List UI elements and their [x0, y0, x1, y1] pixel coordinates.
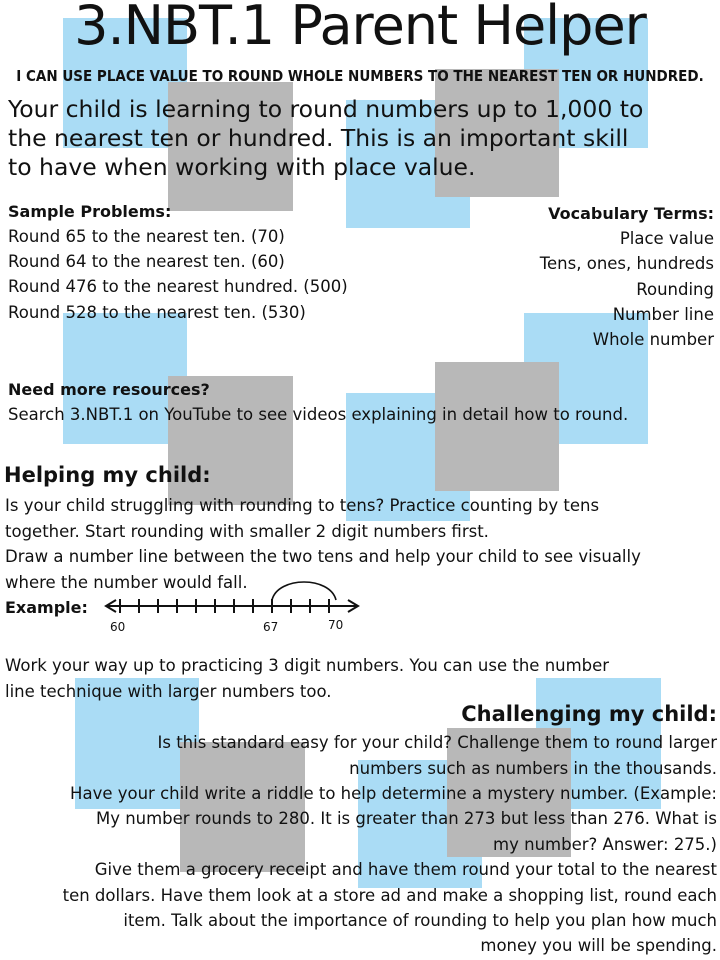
helping-line: Is your child struggling with rounding to tens? Practice counting by tens: [5, 496, 600, 515]
number-line-end-label: 70: [328, 618, 344, 632]
number-line-mid-label: 67: [263, 620, 279, 634]
challenging-line: Is this standard easy for your child? Challenge them to round larger: [157, 733, 717, 752]
helping-line: together. Start rounding with smaller 2 digit numbers first.: [5, 522, 489, 541]
challenging-line: ten dollars. Have them look at a store ad and make a shopping list, round each: [62, 886, 717, 905]
sample-problems-heading: Sample Problems:: [8, 202, 172, 221]
page-subtitle: I CAN USE PLACE VALUE TO ROUND WHOLE NUMBERS TO THE NEAREST TEN OR HUNDRED.: [16, 67, 704, 85]
vocabulary-item: Rounding: [636, 280, 714, 299]
helping-after-line: line technique with larger numbers too.: [5, 682, 332, 701]
vocabulary-item: Number line: [612, 305, 714, 324]
challenging-line: My number rounds to 280. It is greater than 273 but less than 276. What is: [95, 809, 717, 828]
challenging-heading: Challenging my child:: [461, 702, 717, 726]
vocabulary-item: Whole number: [592, 330, 714, 349]
jump-arc: [272, 582, 336, 600]
resources-heading: Need more resources?: [8, 380, 210, 399]
page-title: 3.NBT.1 Parent Helper: [74, 0, 646, 57]
example-label: Example:: [5, 598, 88, 617]
intro-line: the nearest ten or hundred. This is an important skill: [8, 124, 629, 152]
sample-problem-item: Round 528 to the nearest ten. (530): [8, 303, 306, 322]
helping-heading: Helping my child:: [4, 463, 211, 487]
challenging-line: numbers such as numbers in the thousands.: [349, 759, 717, 778]
vocabulary-heading: Vocabulary Terms:: [548, 204, 714, 223]
vocabulary-item: Tens, ones, hundreds: [539, 254, 714, 273]
challenging-line: my number? Answer: 275.): [493, 835, 717, 854]
challenging-line: item. Talk about the importance of rounding to help you plan how much: [123, 911, 717, 930]
number-line-start-label: 60: [110, 620, 126, 634]
challenging-line: money you will be spending.: [480, 936, 717, 955]
intro-line: to have when working with place value.: [8, 153, 476, 181]
sample-problem-item: Round 65 to the nearest ten. (70): [8, 227, 285, 246]
challenging-line: Have your child write a riddle to help determine a mystery number. (Example:: [70, 784, 717, 803]
intro-line: Your child is learning to round numbers up to 1,000 to: [8, 95, 644, 123]
helping-line: Draw a number line between the two tens and help your child to see visually: [5, 547, 641, 566]
helping-after-line: Work your way up to practicing 3 digit numbers. You can use the number: [5, 656, 610, 675]
number-line: [100, 572, 370, 642]
sample-problem-item: Round 64 to the nearest ten. (60): [8, 252, 285, 271]
sample-problem-item: Round 476 to the nearest hundred. (500): [8, 277, 348, 296]
resources-text: Search 3.NBT.1 on YouTube to see videos explaining in detail how to round.: [8, 405, 629, 424]
vocabulary-item: Place value: [619, 229, 714, 248]
challenging-line: Give them a grocery receipt and have them round your total to the nearest: [94, 860, 717, 879]
helping-line: where the number would fall.: [5, 573, 248, 592]
